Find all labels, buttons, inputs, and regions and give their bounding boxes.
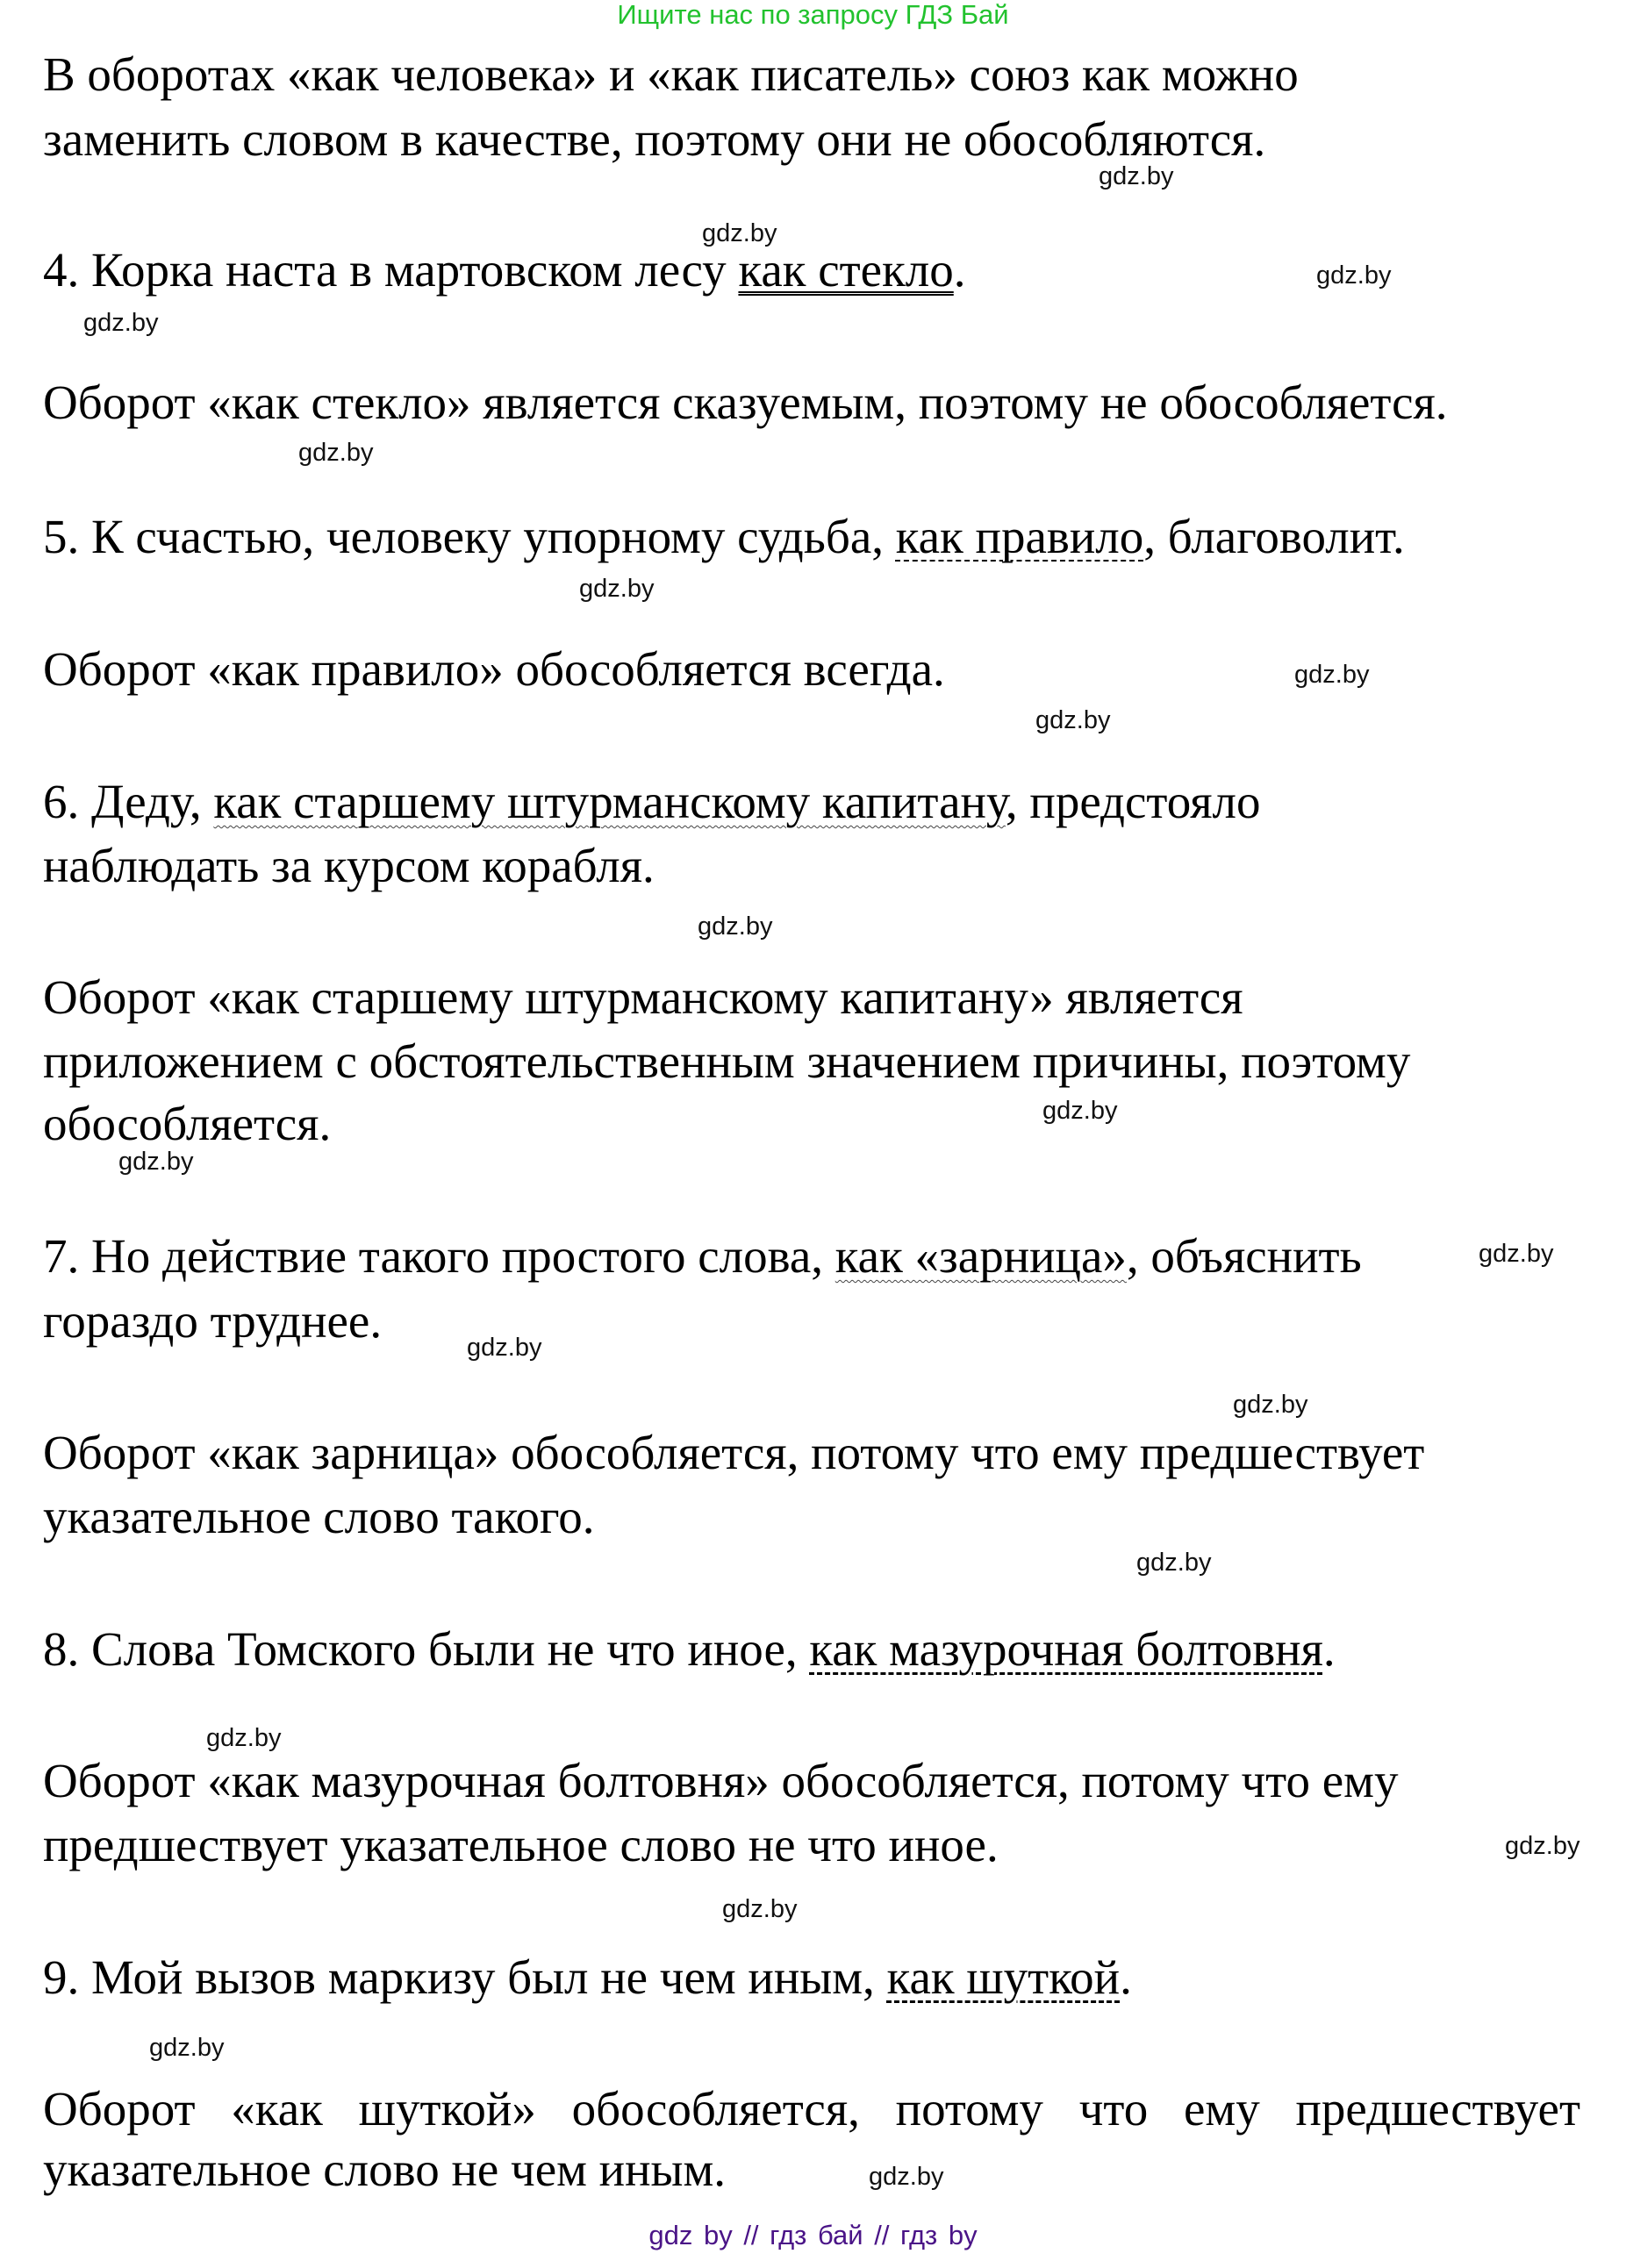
watermark-text: gdz.by [1099, 162, 1174, 190]
watermark-text: gdz.by [118, 1148, 194, 1176]
explanation-8: Оборот «как мазурочная болтовня» обособляется, потому что ему [43, 1754, 1399, 1807]
paragraph-line: наблюдать за курсом корабля. [43, 839, 655, 892]
watermark-text: gdz.by [1294, 661, 1370, 689]
marked-phrase-introductory: как правило [895, 510, 1144, 563]
watermark-text: gdz.by [467, 1334, 542, 1362]
marked-phrase-comparison: как мазурочная болтовня [809, 1622, 1323, 1676]
search-hint-banner: Ищите нас по запросу ГДЗ Бай [617, 0, 1009, 30]
watermark-text: gdz.by [1035, 706, 1111, 734]
watermark-text: gdz.by [1136, 1549, 1212, 1577]
sentence-text: . [953, 243, 966, 297]
watermark-text: gdz.by [149, 2034, 225, 2062]
paragraph-line: предшествует указательное слово не что иное. [43, 1818, 999, 1871]
sentence-4 [43, 244, 966, 297]
sentence-6 [43, 776, 1260, 828]
footer-links: gdz by // гдз бай // гдз by [648, 2220, 978, 2250]
sentence-text: . [1120, 1950, 1132, 2004]
watermark-text: gdz.by [298, 439, 374, 467]
sentence-text: 4. Корка наста в мартовском лесу [43, 243, 739, 297]
watermark-text: gdz.by [83, 309, 159, 337]
explanation-6: Оборот «как старшему штурманскому капитану» является [43, 970, 1243, 1024]
marked-phrase-comparison: как «зарница» [834, 1229, 1127, 1283]
sentence-text: 7. Но действие такого простого слова, [43, 1229, 835, 1283]
sentence-8 [43, 1623, 1336, 1676]
sentence-text: 6. Деду, [43, 775, 214, 828]
sentence-text: , благоволит. [1143, 510, 1405, 563]
watermark-text: gdz.by [1233, 1391, 1308, 1419]
sentence-text: 8. Слова Томского были не что иное, [43, 1622, 810, 1676]
watermark-text: gdz.by [1042, 1097, 1118, 1125]
explanation-9: Оборот «как шуткой» обособляется, потому что ему предшествует [43, 2082, 1580, 2136]
paragraph-line: приложением с обстоятельственным значением причины, поэтому [43, 1034, 1411, 1088]
sentence-text: 9. Мой вызов маркизу был не чем иным, [43, 1950, 887, 2004]
explanation-4: Оборот «как стекло» является сказуемым, поэтому не обособляется. [43, 376, 1448, 429]
watermark-text: gdz.by [869, 2163, 944, 2191]
paragraph-line: заменить словом в качестве, поэтому они не обособляются. [43, 112, 1266, 166]
marked-phrase-apposition: как старшему штурманскому капитану [213, 775, 1006, 828]
paragraph-line: гораздо труднее. [43, 1294, 383, 1348]
watermark-text: gdz.by [702, 219, 777, 247]
watermark-text: gdz.by [579, 575, 655, 603]
watermark-text: gdz.by [698, 912, 773, 941]
watermark-text: gdz.by [206, 1724, 282, 1752]
sentence-5 [43, 511, 1405, 563]
watermark-text: gdz.by [1479, 1240, 1554, 1268]
sentence-text: , предстояло [1005, 775, 1261, 828]
explanation-7: Оборот «как зарница» обособляется, потому что ему предшествует [43, 1426, 1425, 1479]
paragraph-line: указательное слово не чем иным. [43, 2143, 727, 2196]
watermark-text: gdz.by [1505, 1832, 1580, 1860]
sentence-text: , объяснить [1126, 1229, 1362, 1283]
watermark-text: gdz.by [1316, 261, 1392, 290]
sentence-text: . [1322, 1622, 1336, 1676]
sentence-7 [43, 1230, 1362, 1283]
watermark-text: gdz.by [722, 1895, 798, 1923]
paragraph-line: указательное слово такого. [43, 1490, 595, 1543]
sentence-9 [43, 1951, 1132, 2004]
paragraph-line: обособляется. [43, 1097, 332, 1150]
marked-phrase-predicate: как стекло [738, 243, 954, 297]
marked-phrase-comparison: как шуткой [886, 1950, 1121, 2004]
sentence-text: 5. К счастью, человеку упорному судьба, [43, 510, 896, 563]
explanation-5: Оборот «как правило» обособляется всегда. [43, 642, 945, 696]
paragraph-line: В оборотах «как человека» и «как писатель» союз как можно [43, 47, 1299, 101]
